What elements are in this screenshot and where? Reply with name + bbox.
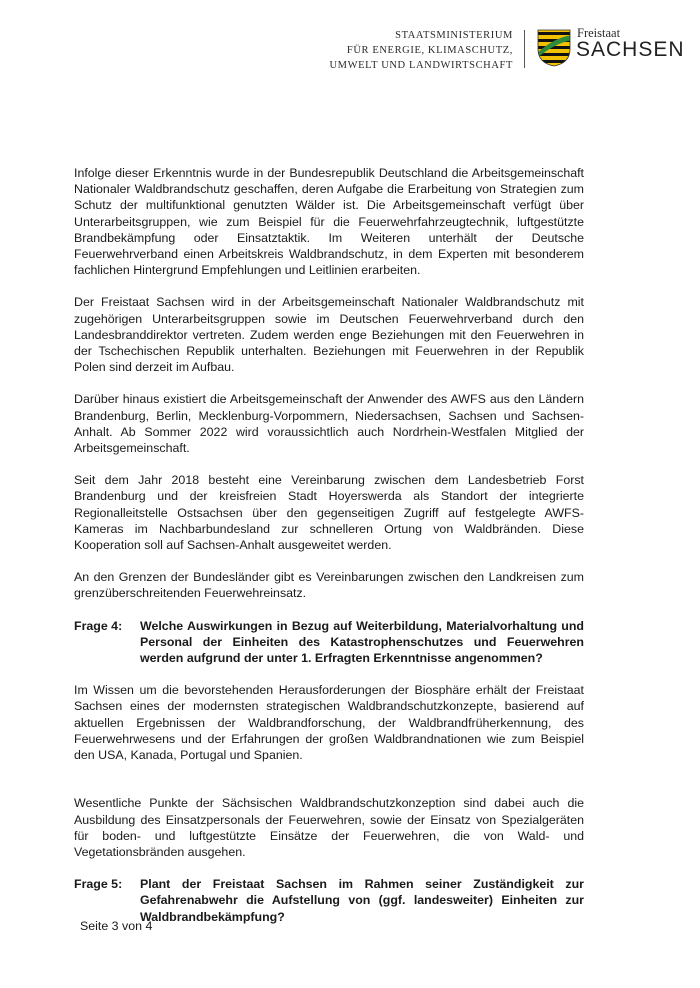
page-number: Seite 3 von 4 [80,919,153,933]
question-4 [74,618,584,667]
paragraph-4: Seit dem Jahr 2018 besteht eine Vereinbarung zwischen dem Landesbetrieb Forst Brandenburg und der kreisfreien Stadt Hoyerswerda als Standort der integrierte Regionalleitstelle Ostsachsen über den gegenseitigen Zugriff auf festgelegte AWFS-Kameras im Nachbarbundesland zur schnelleren Ortung von Waldbränden. Diese Kooperation soll auf Sachsen-Anhalt ausgeweitet werden. [74,473,584,553]
header-divider [524,30,525,68]
paragraph-1: Infolge dieser Erkenntnis wurde in der Bundesrepublik Deutschland die Arbeitsgemeinschaft Nationaler Waldbrandschutz geschaffen, deren Aufgabe die Erarbeitung von Strategien zum Schutz der multifunktional genutzten Wälder ist. Die Arbeitsgemeinschaft verfügt über Unterarbeitsgruppen, wie zum Beispiel für die Feuerwehrfahrzeugtechnik, luftgestützte Brandbekämpfung oder Einsatztaktik. Im Weiteren unterhält der Deutsche Feuerwehrverband einen Arbeitskreis Waldbrandschutz, in dem Experten mit besonderem fachlichen Hintergrund Empfehlungen und Leitlinien erarbeiten. [74,166,584,278]
question-4-text: Welche Auswirkungen in Bezug auf Weiterbildung, Materialvorhaltung und Personal der Einheiten des Katastrophenschutzes und Feuerwehren werden aufgrund der unter 1. Erfragten Erkenntnisse angenommen? [140,618,584,666]
answer-4-paragraph-2: Wesentliche Punkte der Sächsischen Waldbrandschutzkonzeption sind dabei auch die Ausbildung des Einsatzpersonals der Feuerwehren, sowie der Einsatz von Spezialgeräten für boden- und luftgestützte Einsätze der Feuerwehren, die von Wald- und Vegetationsbränden ausgehen. [74,796,584,859]
paragraph-2: Der Freistaat Sachsen wird in der Arbeitsgemeinschaft Nationaler Waldbrandschutz mit zugehörigen Unterarbeitsgruppen sowie im Deutschen Feuerwehrverband durch den Landesbranddirektor vertreten. Zudem werden enge Beziehungen mit den Feuerwehren in der Tschechischen Republik unterhalten. Beziehungen mit Feuerwehren in der Republik Polen sind derzeit im Aufbau. [74,295,584,375]
document-body [74,165,584,925]
question-4-label: Frage 4: [74,618,123,633]
ministry-line-2: FÜR ENERGIE, KLIMASCHUTZ, [346,45,513,56]
question-5-label: Frage 5: [74,877,123,892]
ministry-line-3: UMWELT UND LANDWIRTSCHAFT [329,60,513,71]
logo-sachsen: SACHSEN [576,38,685,61]
logo-freistaat: Freistaat [577,26,621,40]
question-5 [74,876,584,925]
paragraph-5: An den Grenzen der Bundesländer gibt es Vereinbarungen zwischen den Landkreisen zum grenzüberschreitenden Feuerwehreinsatz. [74,570,584,601]
answer-4-paragraph-1: Im Wissen um die bevorstehenden Herausforderungen der Biosphäre erhält der Freistaat Sachsen eines der modernsten strategischen Waldbrandschutzkonzepte, basierend auf aktuellen Ergebnissen der Waldbrandforschung, der Waldbrandfrüherkennung, des Feuerwehrwesens und der Erfahrungen der großen Waldbrandnationen wie zum Beispiel den USA, Kanada, Portugal und Spanien. [74,683,584,763]
crest-bar-1 [537,32,571,35]
paragraph-3: Darüber hinaus existiert die Arbeitsgemeinschaft der Anwender des AWFS aus den Ländern Brandenburg, Berlin, Mecklenburg-Vorpommern, Niedersachsen, Sachsen und Sachsen-Anhalt. Ab Sommer 2022 wird voraussichtlich auch Nordrhein-Westfalen Mitglied der Arbeitsgemeinschaft. [74,392,584,456]
ministry-name [329,28,513,73]
ministry-line-1: STAATSMINISTERIUM [395,30,513,41]
question-5-text: Plant der Freistaat Sachsen im Rahmen seiner Zuständigkeit zur Gefahrenabwehr die Aufstellung von (ggf. landesweiter) Einheiten zur Waldbrandbekämpfung? [140,877,584,924]
saxony-crest-icon [537,29,571,67]
